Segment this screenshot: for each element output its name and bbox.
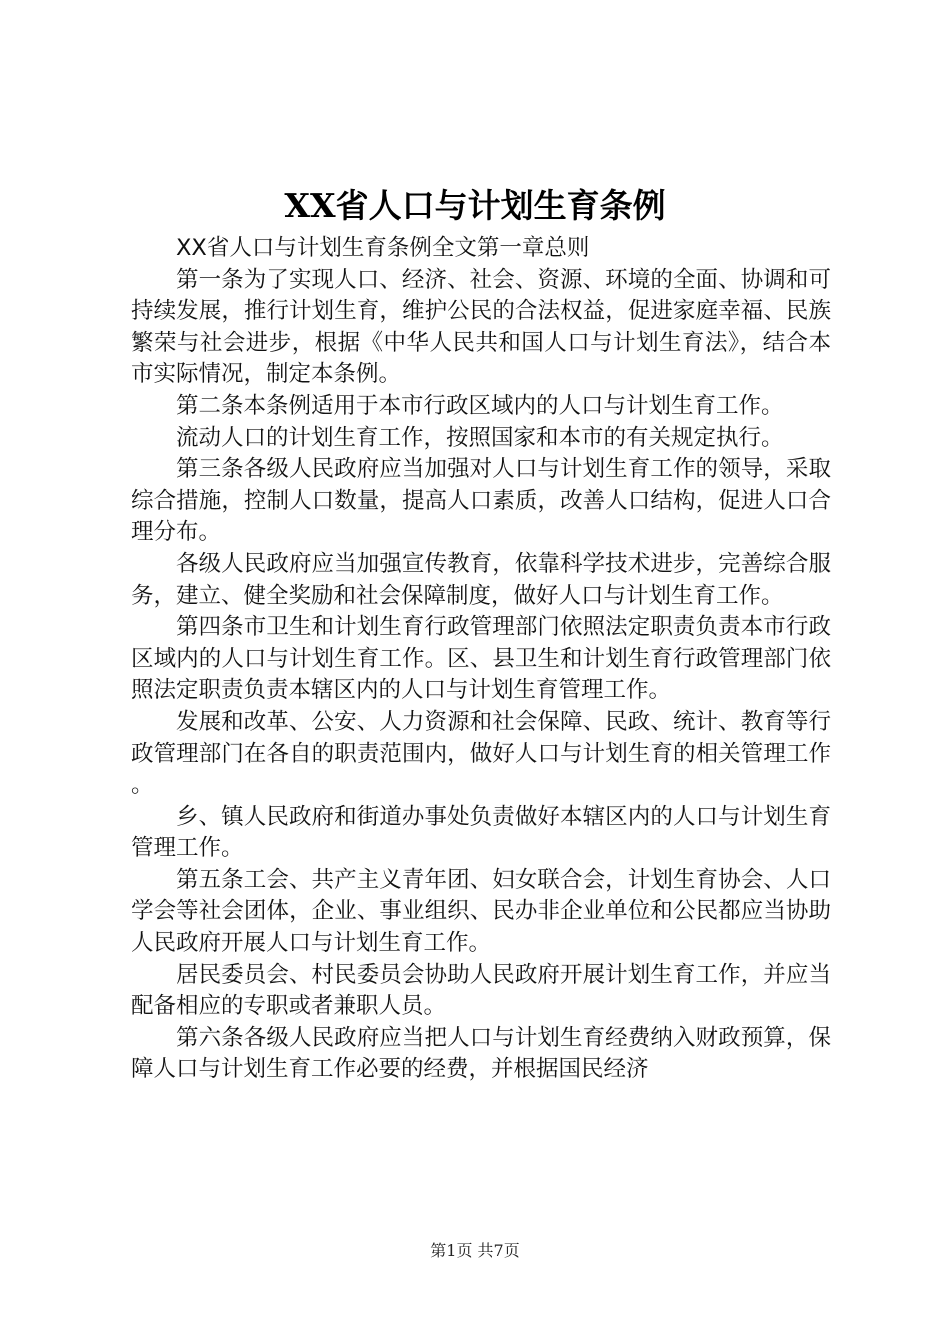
paragraph: 居民委员会、村民委员会协助人民政府开展计划生育工作，并应当配备相应的专职或者兼职人员。 (131, 961, 831, 1020)
paragraph: 各级人民政府应当加强宣传教育，依靠科学技术进步，完善综合服务，建立、健全奖励和社会保障制度，做好人口与计划生育工作。 (131, 550, 831, 609)
paragraph: 第六条各级人民政府应当把人口与计划生育经费纳入财政预算，保障人口与计划生育工作必要的经费，并根据国民经济 (131, 1024, 831, 1083)
paragraph: 第三条各级人民政府应当加强对人口与计划生育工作的领导，采取综合措施，控制人口数量，提高人口素质，改善人口结构，促进人口合理分布。 (131, 456, 831, 546)
paragraph: 第四条市卫生和计划生育行政管理部门依照法定职责负责本市行政区域内的人口与计划生育工作。区、县卫生和计划生育行政管理部门依照法定职责负责本辖区内的人口与计划生育管理工作。 (131, 614, 831, 704)
paragraph: 发展和改革、公安、人力资源和社会保障、民政、统计、教育等行政管理部门在各自的职责范围内，做好人口与计划生育的相关管理工作。 (131, 708, 831, 799)
paragraph: 乡、镇人民政府和街道办事处负责做好本辖区内的人口与计划生育管理工作。 (131, 803, 831, 862)
paragraph: 流动人口的计划生育工作，按照国家和本市的有关规定执行。 (176, 424, 784, 451)
paragraph: 第五条工会、共产主义青年团、妇女联合会，计划生育协会、人口学会等社会团体，企业、事业组织、民办非企业单位和公民都应当协助人民政府开展人口与计划生育工作。 (131, 866, 831, 957)
paragraph: XX省人口与计划生育条例全文第一章总则 (176, 235, 590, 261)
paragraph: 第二条本条例适用于本市行政区域内的人口与计划生育工作。 (176, 392, 784, 419)
document-title: XX省人口与计划生育条例 (284, 186, 666, 225)
page-number-footer: 第1页 共7页 (430, 1241, 520, 1260)
paragraph: 第一条为了实现人口、经济、社会、资源、环境的全面、协调和可持续发展，推行计划生育，维护公民的合法权益，促进家庭幸福、民族繁荣与社会进步，根据《中华人民共和国人口与计划生育法》，结合本市实际情况，制定本条例。 (131, 266, 831, 388)
document-body (131, 233, 831, 1086)
